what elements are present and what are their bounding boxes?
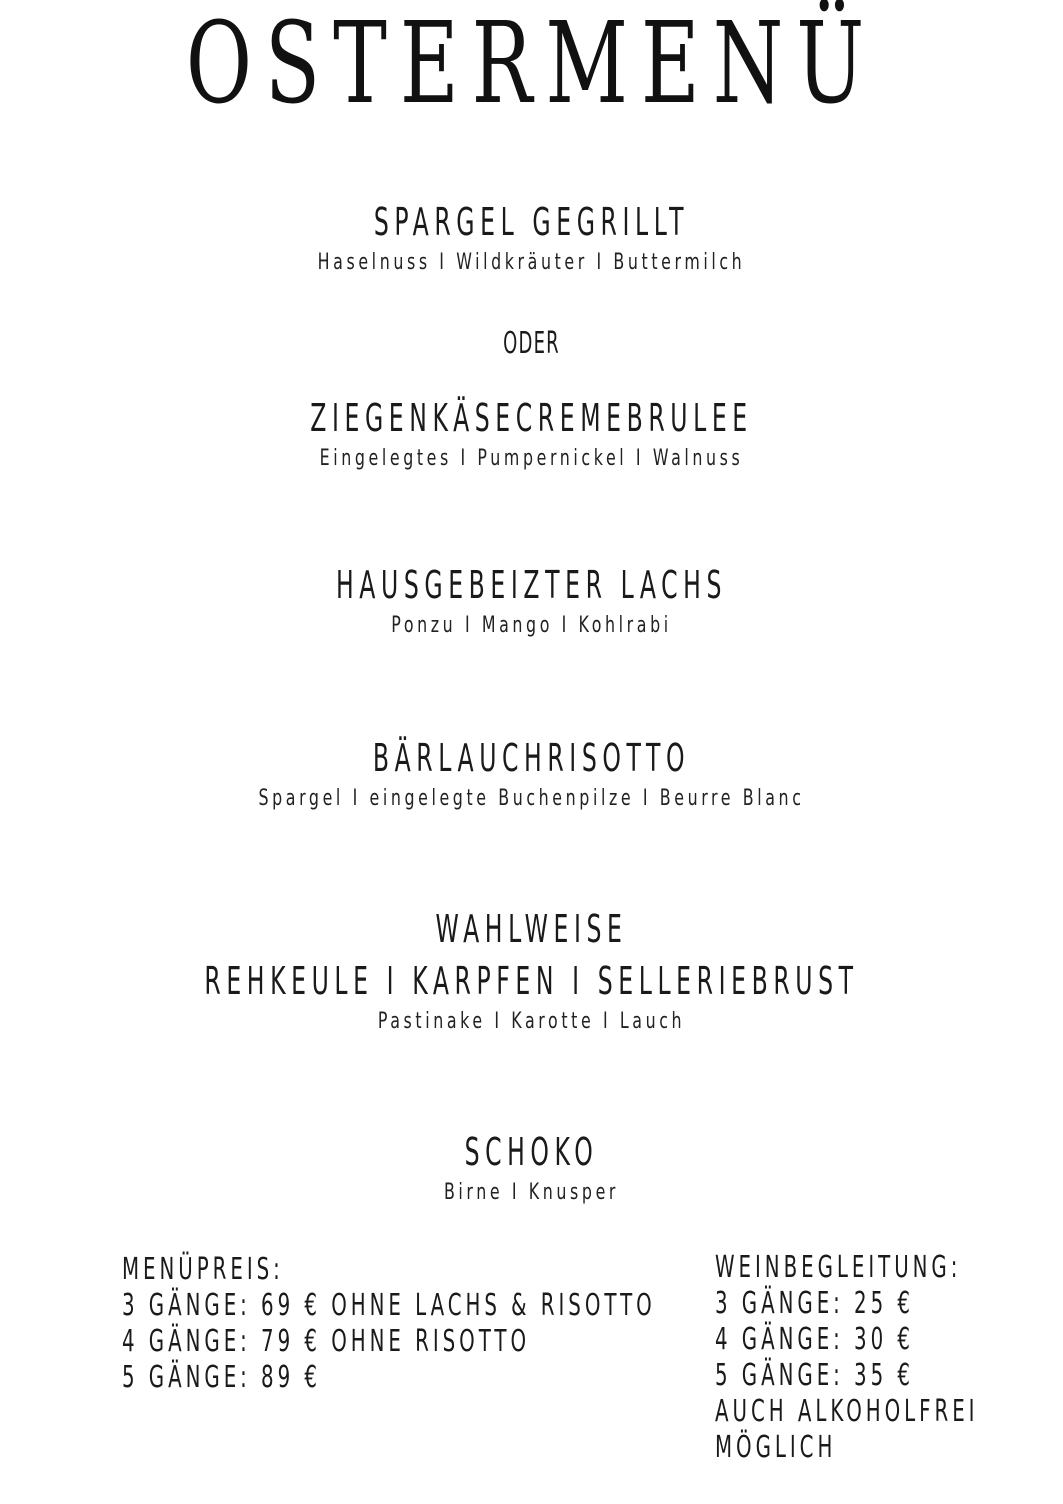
dish-name: WAHLWEISE [435,907,628,951]
dish-description: Haselnuss I Wildkräuter I Buttermilch [317,250,746,275]
course-hauptgang [0,905,1063,1037]
course-spargel [0,198,1063,278]
menu-price-line: 4 GÄNGE: 79 € OHNE RISOTTO [122,1324,531,1359]
wine-pairing-line: 4 GÄNGE: 30 € [715,1322,914,1357]
menu-price-block [122,1252,656,1396]
dish-description: Ponzu I Mango I Kohlrabi [391,613,672,638]
wine-pairing-note: MÖGLICH [715,1430,837,1465]
dish-name: SCHOKO [464,1130,599,1174]
course-dessert [0,1128,1063,1208]
course-risotto [0,734,1063,814]
dish-name: SPARGEL GEGRILLT [373,200,690,244]
dish-name: ZIEGENKÄSECREMEBRULEE [310,396,753,440]
wine-pairing-block [715,1250,978,1466]
page-title: OSTERMENÜ [185,0,878,129]
wine-pairing-note: AUCH ALKOHOLFREI [715,1394,979,1429]
dish-options: REHKEULE I KARPFEN I SELLERIEBRUST [204,959,859,1003]
menu-price-line: 5 GÄNGE: 89 € [122,1360,321,1395]
course-lachs [0,561,1063,641]
separator-oder: ODER [503,326,560,361]
dish-name: HAUSGEBEIZTER LACHS [336,563,727,607]
menu-price-heading: MENÜPREIS: [122,1252,284,1287]
dish-description: Pastinake I Karotte I Lauch [377,1009,686,1034]
menu-price-line: 3 GÄNGE: 69 € OHNE LACHS & RISOTTO [122,1288,656,1323]
dish-description: Spargel I eingelegte Buchenpilze I Beurre Blanc [258,786,805,811]
dish-name: BÄRLAUCHRISOTTO [372,736,691,780]
wine-pairing-line: 3 GÄNGE: 25 € [715,1286,914,1321]
wine-pairing-line: 5 GÄNGE: 35 € [715,1358,914,1393]
wine-pairing-heading: WEINBEGLEITUNG: [715,1250,962,1285]
dish-description: Birne I Knusper [443,1180,620,1205]
course-ziegenkaese [0,394,1063,474]
dish-description: Eingelegtes I Pumpernickel I Walnuss [319,446,744,471]
